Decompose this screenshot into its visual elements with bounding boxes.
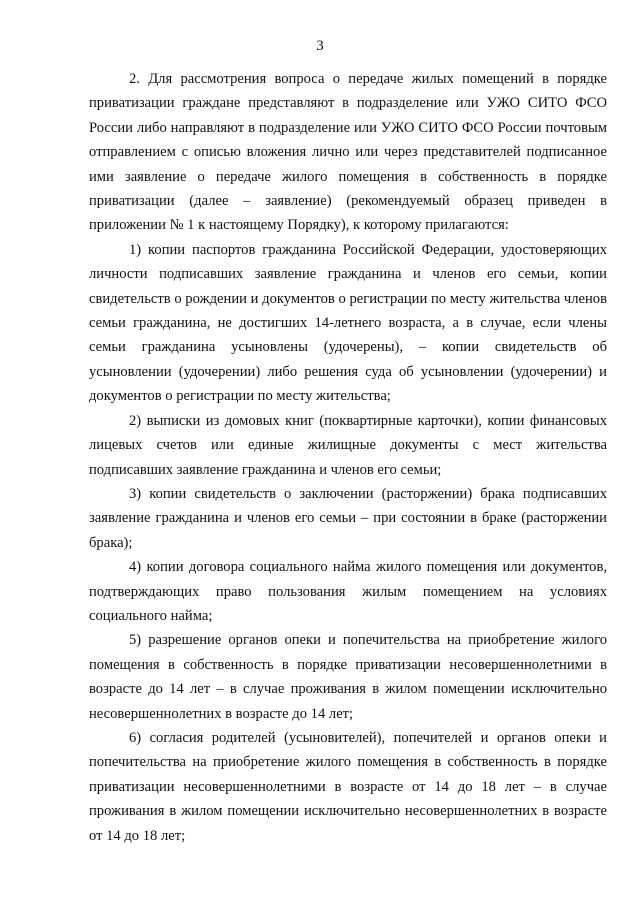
paragraph-submission-rules: 2. Для рассмотрения вопроса о передаче жилых помещений в порядке приватизации граждане представляют в подразделение или УЖО СИТО ФСО России либо направляют в подразделение или УЖО СИТО ФСО России почтовым отправлением с описью вложения лично или через представителей подписанное ими заявление о передаче жилого помещения в собственность в порядке приватизации (далее – заявление) (рекомендуемый образец приведен в приложении № 1 к настоящему Порядку), к которому прилагаются:	[89, 71, 607, 234]
paragraph-item-6-parental-consent: 6) согласия родителей (усыновителей), попечителей и органов опеки и попечительства на приобретение жилого помещения в собственность в порядке приватизации несовершеннолетними в возрасте от 14 до 18 лет – в случае проживания в жилом помещении исключительно несовершеннолетних в возрасте от 14 до 18 лет;	[89, 729, 607, 844]
paragraph-item-1-passports: 1) копии паспортов гражданина Российской Федерации, удостоверяющих личности подписавших заявление гражданина и членов его семьи, копии свидетельств о рождении и документов о регистрации по месту жительства членов семьи гражданина, не достигших 14-летнего возраста, а в случае, если члены семьи гражданина усыновлены (удочерены), – копии свидетельств об усыновлении (удочерении) либо решения суда об усыновлении (удочерении) и документов о регистрации по месту жительства;	[89, 241, 607, 405]
paragraph-item-2-house-books: 2) выписки из домовых книг (поквартирные карточки), копии финансовых лицевых счетов или единые жилищные документы с мест жительства подписавших заявление гражданина и членов его семьи;	[89, 412, 607, 478]
document-body	[89, 67, 607, 848]
paragraph-item-3-marriage-certificates: 3) копии свидетельств о заключении (расторжении) брака подписавших заявление гражданина и членов его семьи – при состоянии в браке (расторжении брака);	[89, 485, 607, 551]
page-number: 3	[316, 38, 324, 54]
paragraph-item-4-social-lease: 4) копии договора социального найма жилого помещения или документов, подтверждающих право пользования жилым помещением на условиях социального найма;	[89, 559, 607, 624]
paragraph-item-5-guardianship-permission: 5) разрешение органов опеки и попечительства на приобретение жилого помещения в собственность в порядке приватизации несовершеннолетними в возрасте до 14 лет – в случае проживания в жилом помещении исключительно несовершеннолетних в возрасте до 14 лет;	[89, 632, 607, 722]
